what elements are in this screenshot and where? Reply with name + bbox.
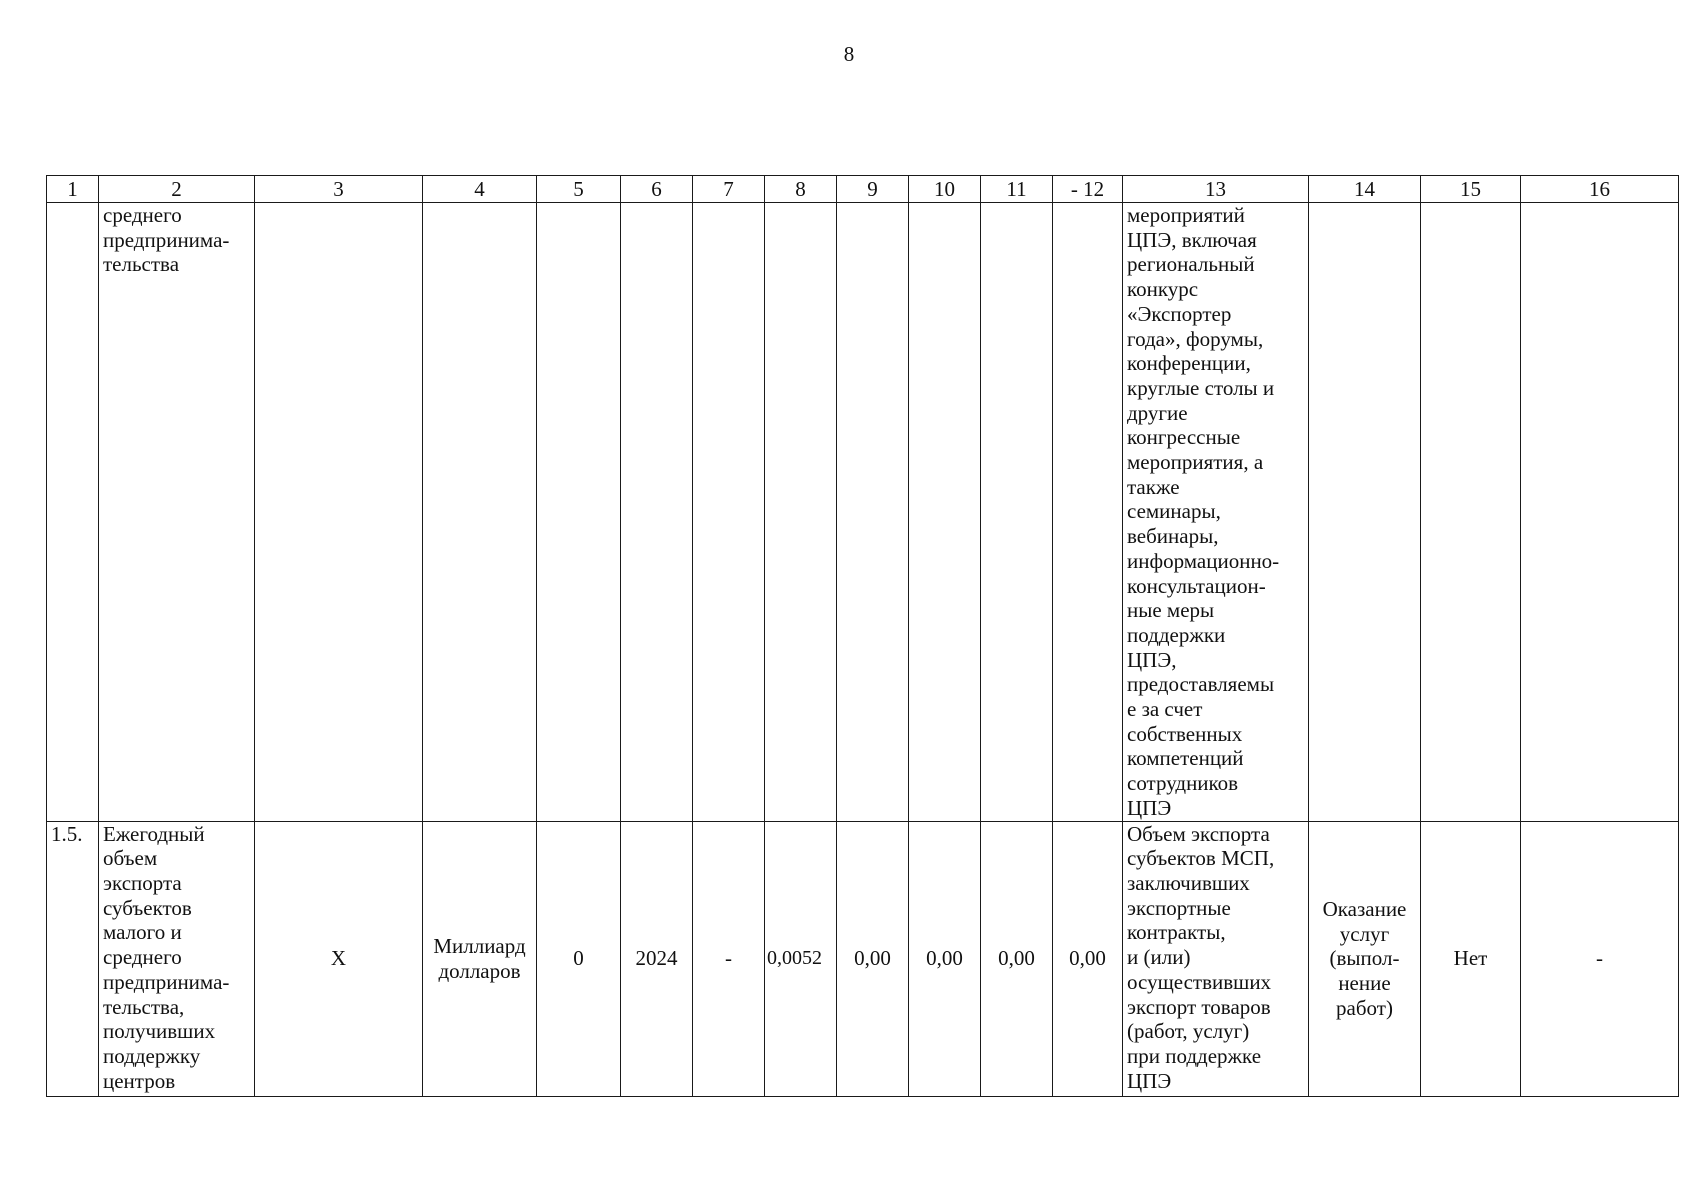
cont-cell-16 xyxy=(1521,203,1679,822)
header-cell-4: 4 xyxy=(423,176,537,203)
table-row-1-5 xyxy=(47,821,1679,1096)
cont-cell-3 xyxy=(255,203,423,822)
cont-cell-14 xyxy=(1309,203,1421,822)
unit-cell: Миллиард долларов xyxy=(423,821,537,1096)
header-cell-16: 16 xyxy=(1521,176,1679,203)
value-col12: 0,00 xyxy=(1053,821,1123,1096)
cell-col16: - xyxy=(1521,821,1679,1096)
indicators-table xyxy=(46,175,1679,1097)
header-cell-3: 3 xyxy=(255,176,423,203)
cont-cell-7 xyxy=(693,203,765,822)
header-cell-10: 10 xyxy=(909,176,981,203)
cont-indicator-text: среднего предпринима- тельства xyxy=(99,203,255,822)
base-year-cell: 2024 xyxy=(621,821,693,1096)
header-cell-11: 11 xyxy=(981,176,1053,203)
value-col11: 0,00 xyxy=(981,821,1053,1096)
header-cell-2: 2 xyxy=(99,176,255,203)
header-cell-8: 8 xyxy=(765,176,837,203)
page-number: 8 xyxy=(843,42,855,66)
header-cell-13: 13 xyxy=(1123,176,1309,203)
cell-col7: - xyxy=(693,821,765,1096)
methodology-text: Объем экспорта субъектов МСП, заключивших экспортные контракты, и (или) осуществивших экспорт товаров (работ, услуг) при поддержке ЦПЭ xyxy=(1123,821,1309,1096)
header-cell-7: 7 xyxy=(693,176,765,203)
cont-methodology-text: мероприятий ЦПЭ, включая региональный конкурс «Экспортер года», форумы, конференции, круглые столы и другие конгрессные мероприятия, а также семинары, вебинары, информационно- консультацион- ные меры поддержки ЦПЭ, предоставляемы е за счет собственных компетенций сотрудников ЦПЭ xyxy=(1123,203,1309,822)
cont-cell-5 xyxy=(537,203,621,822)
header-cell-6: 6 xyxy=(621,176,693,203)
cont-cell-4 xyxy=(423,203,537,822)
cont-cell-11 xyxy=(981,203,1053,822)
value-col9: 0,00 xyxy=(837,821,909,1096)
header-cell-14: 14 xyxy=(1309,176,1421,203)
header-cell-5: 5 xyxy=(537,176,621,203)
value-col8: 0,0052 xyxy=(765,821,837,1096)
cont-cell-9 xyxy=(837,203,909,822)
cont-cell-12 xyxy=(1053,203,1123,822)
continuation-row xyxy=(47,203,1679,822)
cell-col3: Х xyxy=(255,821,423,1096)
indicator-name: Ежегодный объем экспорта субъектов малого и среднего предпринима- тельства, получивших поддержку центров xyxy=(99,821,255,1096)
header-row xyxy=(47,176,1679,203)
cont-cell-8 xyxy=(765,203,837,822)
cont-cell-6 xyxy=(621,203,693,822)
row-number: 1.5. xyxy=(47,821,99,1096)
cell-col15: Нет xyxy=(1421,821,1521,1096)
header-cell-15: 15 xyxy=(1421,176,1521,203)
cell-col5: 0 xyxy=(537,821,621,1096)
cont-cell-15 xyxy=(1421,203,1521,822)
service-type-cell: Оказание услуг (выпол- нение работ) xyxy=(1309,821,1421,1096)
value-col10: 0,00 xyxy=(909,821,981,1096)
header-cell-9: 9 xyxy=(837,176,909,203)
cont-cell-10 xyxy=(909,203,981,822)
cont-cell-1 xyxy=(47,203,99,822)
header-cell-1: 1 xyxy=(47,176,99,203)
header-cell-12: - 12 xyxy=(1053,176,1123,203)
